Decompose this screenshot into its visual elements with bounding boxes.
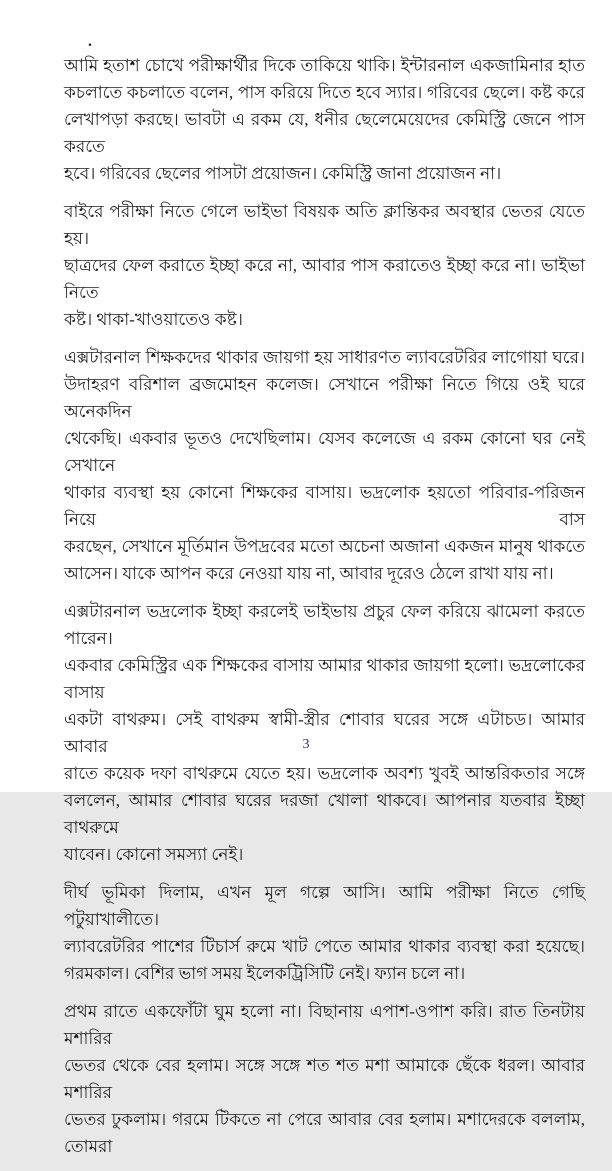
- paragraph: [64, 52, 585, 187]
- text-line: করছেন, সেখানে মূর্তিমান উপদ্রবের মতো অচেনা অজানা একজন মানুষ থাকতে: [64, 537, 585, 556]
- text-line: একটা বাথরুম। সেই বাথরুম স্বামী-স্ত্রীর শোবার ঘরের সঙ্গে এটাচড। আমার আবার: [64, 710, 585, 756]
- text-line: আমি হতাশ চোখে পরীক্ষার্থীর দিকে তাকিয়ে থাকি। ইন্টারনাল একজামিনার হাত: [64, 56, 585, 75]
- text-line: বাইরে পরীক্ষা নিতে গেলে ভাইভা বিষয়ক অতি ক্লান্তিকর অবস্থার ভেতর যেতে হয়।: [64, 202, 585, 248]
- text-line: রাতে কয়েক দফা বাথরুমে যেতে হয়। ভদ্রলোক অবশ্য খুবই আন্তরিকতার সঙ্গে: [64, 764, 585, 783]
- text-line: যাবেন। কোনো সমস্যা নেই।: [64, 845, 244, 864]
- text-body: [64, 52, 585, 1171]
- text-line: বললেন, আমার শোবার ঘরের দরজা খোলা থাকবে। আপনার যতবার ইচ্ছা বাথরুমে: [64, 791, 585, 837]
- text-line: ভেতর থেকে বের হলাম। সঙ্গে সঙ্গে শত শত মশা আমাকে ছেঁকে ধরল। আবার মশারির: [64, 1056, 585, 1102]
- text-line: লেখাপড়া করছে। ভাবটা এ রকম যে, ধনীর ছেলেমেয়েদের কেমিস্ট্রি জেনে পাস করতে: [64, 110, 585, 156]
- text-line: কষ্ট। থাকা-খাওয়াতেও কষ্ট।: [64, 310, 243, 329]
- text-line: ভেতর ঢুকলাম। গরমে টিকতে না পেরে আবার বের হলাম। মশাদেরকে বললাম, তোমরা: [64, 1110, 585, 1156]
- text-line: একবার কেমিস্ট্রির এক শিক্ষকের বাসায় আমার থাকার জায়গা হলো। ভদ্রলোকের বাসায়: [64, 656, 585, 702]
- text-line: প্রথম রাতে একফোঁটা ঘুম হলো না। বিছানায় এপাশ-ওপাশ করি। রাত তিনটায় মশারির: [64, 1002, 585, 1048]
- text-line: এক্সটারনাল শিক্ষকদের থাকার জায়গা হয় সাধারণত ল্যাবরেটরির লাগোয়া ঘরে।: [64, 348, 585, 367]
- text-line: উদাহরণ বরিশাল ব্রজমোহন কলেজ। সেখানে পরীক্ষা নিতে গিয়ে ওই ঘরে অনেকদিন: [64, 375, 585, 421]
- text-line: থেকেছি। একবার ভূতও দেখেছিলাম। যেসব কলেজে এ রকম কোনো ঘর নেই সেখানে: [64, 429, 585, 475]
- text-line: থাকার ব্যবস্থা হয় কোনো শিক্ষকের বাসায়। ভদ্রলোক হয়তো পরিবার-পরিজন নিয়ে বাস: [64, 483, 585, 529]
- text-line: আসেন। যাকে আপন করে নেওয়া যায় না, আবার দূরেও ঠেলে রাখা যায় না।: [64, 564, 554, 583]
- paragraph: [64, 879, 585, 987]
- text-line: গরমকাল। বেশির ভাগ সময় ইলেকট্রিসিটি নেই। ফ্যান চলে না।: [64, 964, 466, 983]
- text-line: দীর্ঘ ভূমিকা দিলাম, এখন মূল গল্পে আসি। আমি পরীক্ষা নিতে গেছি পটুয়াখালীতে।: [64, 883, 585, 929]
- paragraph: [64, 344, 585, 587]
- stray-ink-mark: .: [88, 33, 92, 50]
- paragraph: [64, 998, 585, 1160]
- paragraph: [64, 598, 585, 868]
- paragraph: [64, 198, 585, 333]
- text-line: হবে। গরিবের ছেলের পাসটা প্রয়োজন। কেমিস্ট্রি জানা প্রয়োজন না।: [64, 164, 502, 183]
- page-number: 3: [302, 737, 310, 752]
- text-line: ছাত্রদের ফেল করাতে ইচ্ছা করে না, আবার পাস করাতেও ইচ্ছা করে না। ভাইভা নিতে: [64, 256, 585, 302]
- text-line: কচলাতে কচলাতে বলেন, পাস করিয়ে দিতে হবে স্যার। গরিবের ছেলে। কষ্ট করে: [64, 83, 585, 102]
- text-line: ল্যাবরেটরির পাশের টিচার্স রুমে খাট পেতে আমার থাকার ব্যবস্থা করা হয়েছে।: [64, 937, 585, 956]
- text-line: এক্সটারনাল ভদ্রলোক ইচ্ছা করলেই ভাইভায় প্রচুর ফেল করিয়ে ঝামেলা করতে পারেন।: [64, 602, 585, 648]
